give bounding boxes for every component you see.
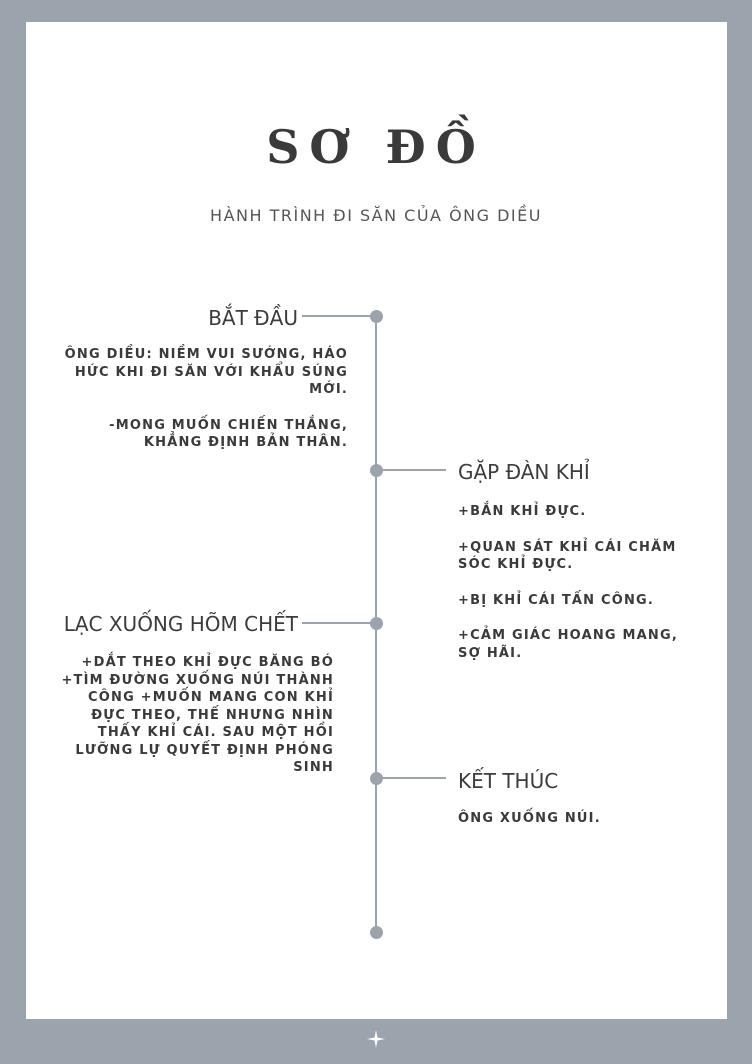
heading-monkeys: GẶP ĐÀN KHỈ: [458, 460, 590, 484]
timeline-node-final: [370, 926, 383, 939]
note-start-line-1: ÔNG DIỀU: NIỀM VUI SƯỚNG, HÁO HỨC KHI ĐI SĂN VỚI KHẨU SÚNG MỚI.: [64, 347, 348, 397]
page-subtitle: HÀNH TRÌNH ĐI SĂN CỦA ÔNG DIỀU: [210, 206, 542, 225]
timeline-node-start: [370, 310, 383, 323]
note-pit-line-1: +DẮT THEO KHỈ ĐỰC BĂNG BÓ +TÌM ĐƯỜNG XUỐNG NÚI THÀNH CÔNG +MUỐN MANG CON KHỈ ĐỰC THEO, THẾ NHƯNG NHÌN THẤY KHỈ CÁI. SAU MỘT HỒI LƯỠNG LỰ QUYẾT ĐỊNH PHÓNG SINH: [61, 655, 334, 775]
note-pit: [60, 654, 334, 777]
connector-pit: [302, 622, 376, 624]
note-monkeys: [458, 503, 700, 662]
heading-pit: LẠC XUỐNG HÕM CHẾT: [63, 612, 298, 636]
note-monkeys-line-2: +QUAN SÁT KHỈ CÁI CHĂM SÓC KHỈ ĐỰC.: [458, 539, 677, 572]
connector-monkeys: [376, 469, 446, 471]
timeline-node-monkeys: [370, 464, 383, 477]
note-start-line-2: -MONG MUỐN CHIẾN THẮNG, KHẲNG ĐỊNH BẢN THÂN.: [109, 417, 348, 450]
timeline-node-end: [370, 772, 383, 785]
timeline-node-pit: [370, 617, 383, 630]
connector-start: [302, 315, 376, 317]
note-start: [60, 346, 348, 452]
heading-start: BẮT ĐẦU: [208, 306, 298, 330]
note-monkeys-line-1: +BẮN KHỈ ĐỰC.: [458, 504, 587, 519]
heading-end: KẾT THÚC: [458, 769, 559, 793]
connector-end: [376, 777, 446, 779]
note-monkeys-line-3: +BỊ KHỈ CÁI TẤN CÔNG.: [458, 592, 655, 608]
note-monkeys-line-4: +CẢM GIÁC HOANG MANG, SỢ HÃI.: [458, 628, 678, 661]
sparkle-icon: [367, 1030, 385, 1048]
note-end: [458, 810, 700, 828]
note-end-line-1: ÔNG XUỐNG NÚI.: [458, 811, 601, 826]
page-title: SƠ ĐỒ: [266, 120, 486, 174]
